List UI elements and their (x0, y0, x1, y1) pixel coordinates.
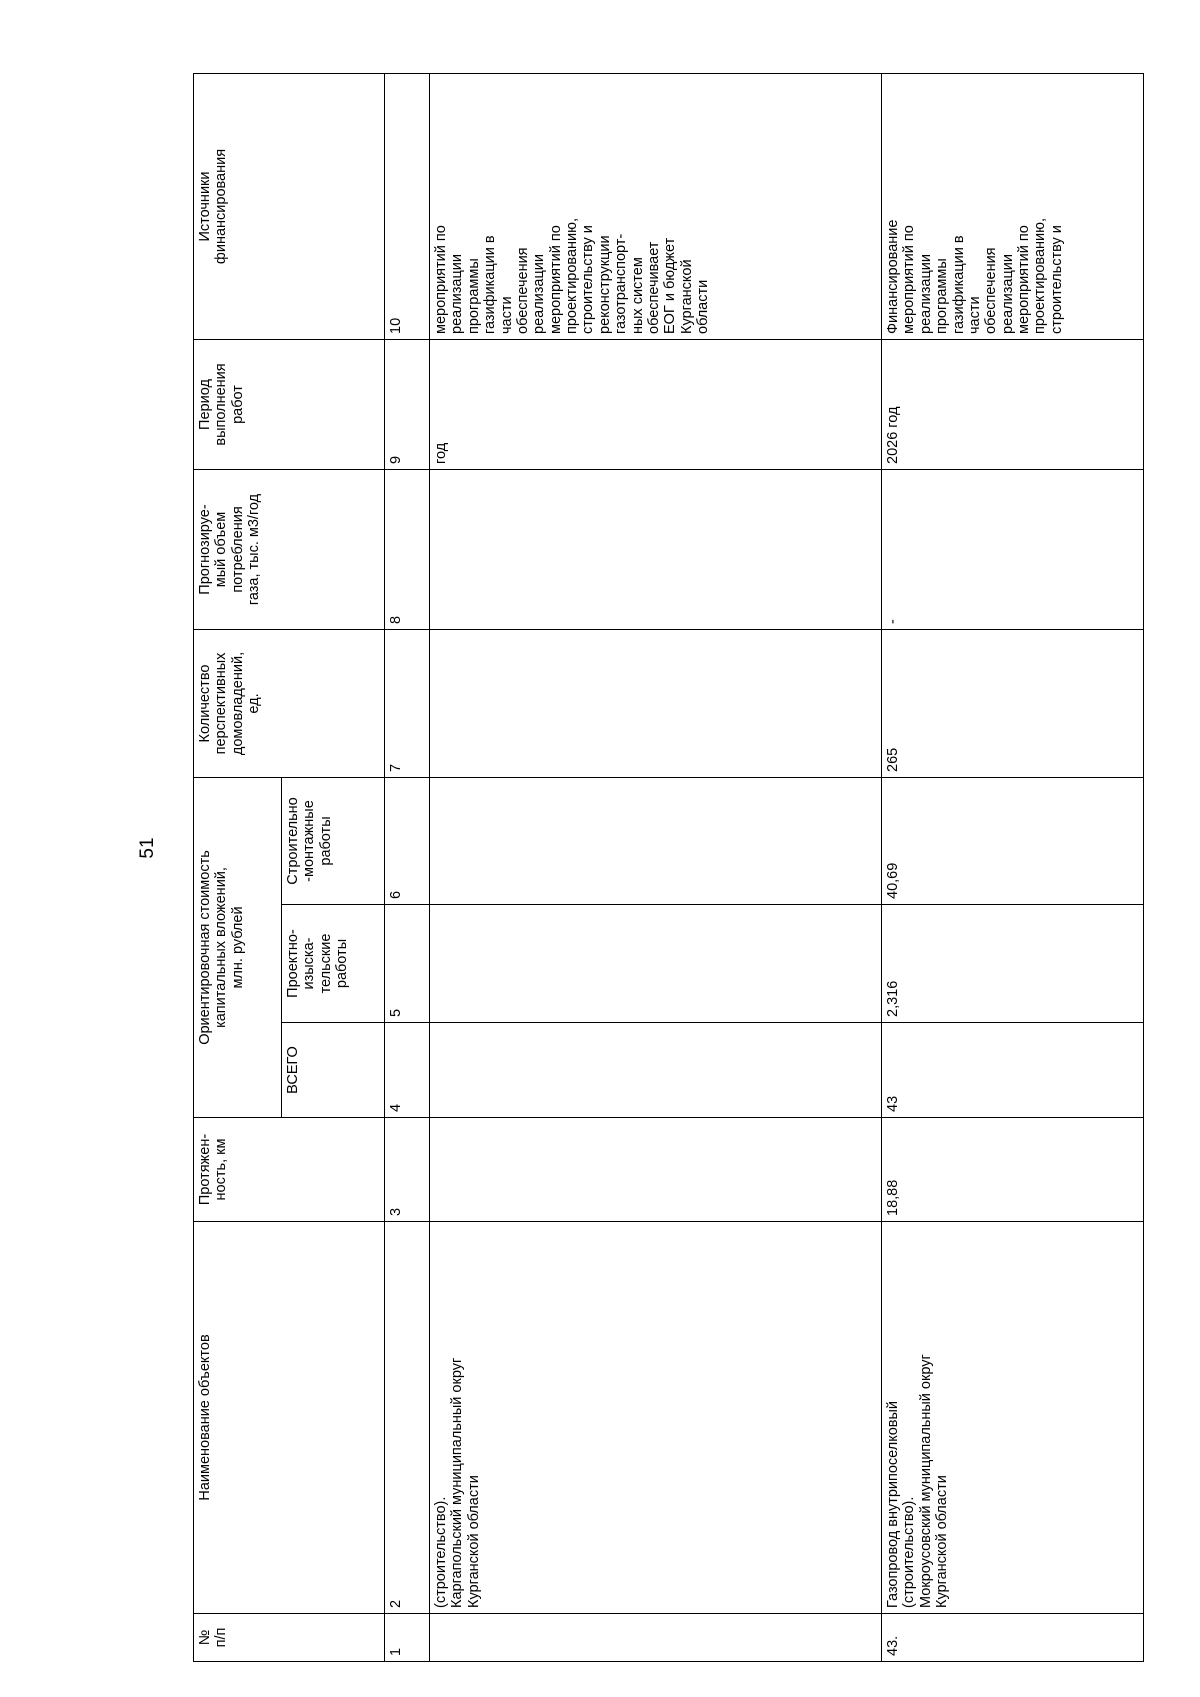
row-gas-volume (430, 470, 882, 630)
column-number: 8 (385, 470, 430, 630)
header-gas-volume: Прогнозируе- мый объем потребления газа, тыс. м3/год (194, 470, 385, 630)
column-number: 2 (385, 1222, 430, 1614)
page-number: 51 (137, 837, 158, 859)
row-funding: Финансирование мероприятий по реализации программы газификации в части обеспечения реализации мероприятий по проектированию, строительству и (882, 74, 1144, 340)
header-construction: Строительно -монтажные работы (282, 778, 385, 905)
column-number: 5 (385, 905, 430, 1023)
header-num: № п/п (194, 1614, 385, 1662)
header-period: Период выполнения работ (194, 340, 385, 470)
gas-pipeline-table (193, 73, 1144, 1662)
column-number: 9 (385, 340, 430, 470)
row-length: 18,88 (882, 1118, 1144, 1222)
column-number: 1 (385, 1614, 430, 1662)
rotated-table-container (193, 74, 1143, 1662)
header-funding: Источники финансирования (194, 74, 385, 340)
header-total: ВСЕГО (282, 1023, 385, 1118)
header-survey: Проектно- изыска- тельские работы (282, 905, 385, 1023)
header-cost-group: Ориентировочная стоимость капитальных вложений, млн. рублей (194, 778, 282, 1118)
row-period: 2026 год (882, 340, 1144, 470)
row-total: 43 (882, 1023, 1144, 1118)
column-number: 6 (385, 778, 430, 905)
row-name: Газопровод внутрипоселковый (строительство). Мокроусовский муниципальный округ Курганской области (882, 1222, 1144, 1614)
row-total (430, 1023, 882, 1118)
row-construction (430, 778, 882, 905)
row-num (430, 1614, 882, 1662)
column-number: 7 (385, 630, 430, 778)
row-period: год (430, 340, 882, 470)
header-name: Наименование объектов (194, 1222, 385, 1614)
row-funding: мероприятий по реализации программы газификации в части обеспечения реализации мероприятий по проектированию, строительству и реконструкции газотранспорт- ных систем обеспечивает ЕОГ и бюджет Курганской области (430, 74, 882, 340)
header-households: Количество перспективных домовладений, ед. (194, 630, 385, 778)
table-row (430, 74, 882, 1662)
table-row (882, 74, 1144, 1662)
header-length: Протяжен- ность, км (194, 1118, 385, 1222)
row-survey: 2,316 (882, 905, 1144, 1023)
row-survey (430, 905, 882, 1023)
column-numbers-row (385, 74, 430, 1662)
row-households: 265 (882, 630, 1144, 778)
row-name: (строительство). Каргапольский муниципальный округ Курганской области (430, 1222, 882, 1614)
row-length (430, 1118, 882, 1222)
row-num: 43. (882, 1614, 1144, 1662)
column-number: 4 (385, 1023, 430, 1118)
header-row (194, 74, 282, 1662)
row-households (430, 630, 882, 778)
column-number: 10 (385, 74, 430, 340)
row-gas-volume: - (882, 470, 1144, 630)
column-number: 3 (385, 1118, 430, 1222)
row-construction: 40,69 (882, 778, 1144, 905)
